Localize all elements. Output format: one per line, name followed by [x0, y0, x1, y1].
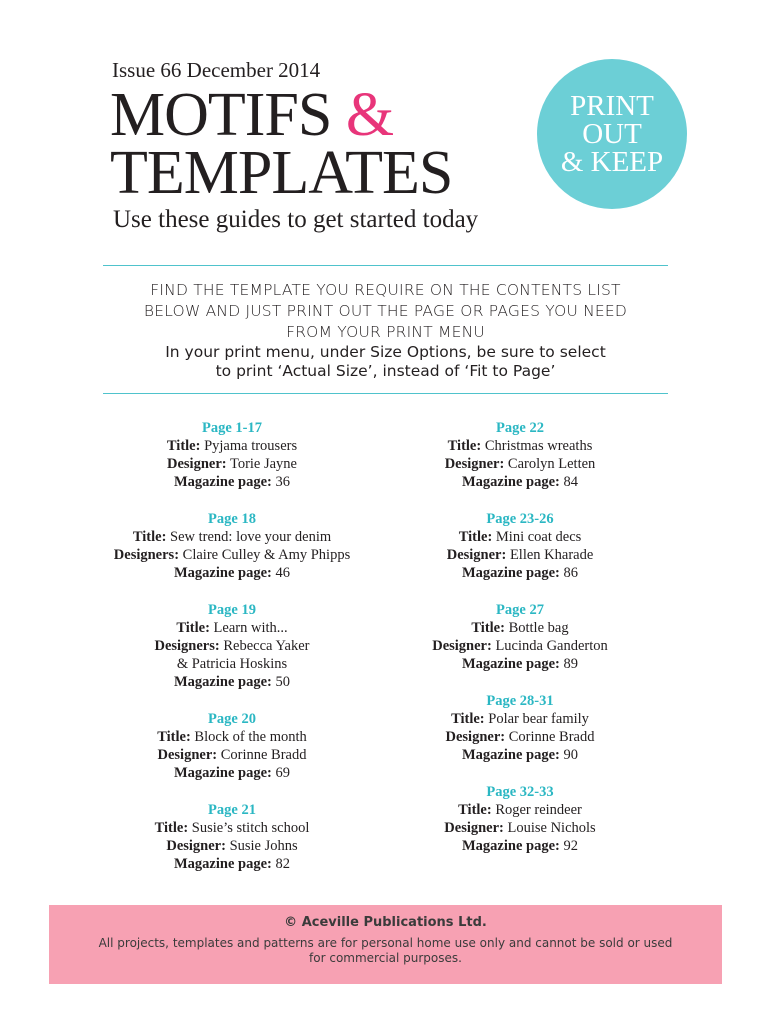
- title-motifs: MOTIFS: [110, 81, 332, 149]
- entry-designer-label: Designer:: [157, 747, 218, 763]
- subtitle: Use these guides to get started today: [113, 206, 479, 233]
- entry-title-value: Roger reindeer: [495, 802, 582, 818]
- entry-page-range: Page 32-33: [486, 784, 554, 800]
- entry-designer: [360, 637, 680, 655]
- entry-designer-value: Rebecca Yaker: [223, 638, 310, 654]
- entry-title-value: Learn with...: [213, 620, 288, 636]
- entry-page-range: Page 23-26: [486, 511, 554, 527]
- entry-title-value: Bottle bag: [508, 620, 569, 636]
- entry-magazine-page-label: Magazine page:: [462, 565, 560, 581]
- intro-caps-line-1: FIND THE TEMPLATE YOU REQUIRE ON THE CONTENTS LIST: [150, 281, 621, 299]
- entry-designer: [72, 546, 392, 564]
- entry-magazine-page-label: Magazine page:: [462, 474, 560, 490]
- entry-page-range: Page 28-31: [486, 693, 554, 709]
- entry-designer: [72, 637, 392, 655]
- entry-page-range: Page 1-17: [202, 420, 262, 436]
- entry-magazine-page-value: 86: [563, 565, 578, 581]
- entry-designer-value: Corinne Bradd: [220, 747, 307, 763]
- entry-title-value: Pyjama trousers: [204, 438, 298, 454]
- entry-magazine-page: [72, 564, 392, 582]
- entry-title-value: Christmas wreaths: [484, 438, 593, 454]
- entry-title: [72, 619, 392, 637]
- entry-title-label: Title:: [451, 711, 485, 727]
- entry-designer-label: Designer:: [167, 456, 227, 472]
- entry-magazine-page-label: Magazine page:: [174, 674, 272, 690]
- contents-entry: [72, 510, 392, 582]
- entry-designer-label: Designer:: [432, 638, 492, 654]
- divider-top: [103, 265, 668, 266]
- contents-entry: [360, 510, 680, 582]
- entry-page-range: Page 22: [496, 420, 544, 436]
- entry-title-label: Title:: [458, 802, 492, 818]
- entry-title-label: Title:: [154, 820, 189, 836]
- page-title: [110, 81, 453, 207]
- entry-designer: [360, 728, 680, 746]
- entry-title: [360, 710, 680, 728]
- issue-line: Issue 66 December 2014: [112, 58, 321, 82]
- badge-line-1: PRINT: [570, 90, 654, 122]
- title-ampersand: &: [345, 81, 394, 149]
- entry-designer: [360, 546, 680, 564]
- entry-magazine-page-value: 92: [563, 838, 578, 854]
- entry-title-value: Mini coat decs: [495, 529, 582, 545]
- entry-title: [72, 437, 392, 455]
- entry-magazine-page: [360, 837, 680, 855]
- contents-entry: [360, 419, 680, 491]
- entry-designer-label: Designers:: [154, 638, 220, 654]
- entry-magazine-page-value: 69: [275, 765, 290, 781]
- entry-designer: [72, 455, 392, 473]
- entry-magazine-page-value: 50: [275, 674, 290, 690]
- entry-magazine-page: [360, 564, 680, 582]
- entry-title: [360, 528, 680, 546]
- entry-magazine-page-label: Magazine page:: [462, 838, 560, 854]
- badge-line-2: OUT: [582, 118, 642, 150]
- entry-magazine-page: [360, 746, 680, 764]
- entry-title-label: Title:: [157, 729, 191, 745]
- entry-page-range: Page 20: [208, 711, 256, 727]
- usage-notice-text: All projects, templates and patterns are for personal home use only and cannot be sold or used for commercial purposes.: [98, 936, 673, 965]
- entry-magazine-page-label: Magazine page:: [174, 856, 272, 872]
- entry-page-range: Page 27: [496, 602, 544, 618]
- entry-title-label: Title:: [471, 620, 505, 636]
- entry-designer-value: Lucinda Ganderton: [495, 638, 608, 654]
- entry-title-label: Title:: [447, 438, 482, 454]
- entry-designer-value: Corinne Bradd: [508, 729, 595, 745]
- entry-designer: [72, 746, 392, 764]
- entry-magazine-page-label: Magazine page:: [174, 565, 272, 581]
- entry-magazine-page: [72, 673, 392, 691]
- entry-designer-label: Designer:: [166, 838, 226, 854]
- contents-left-column: [72, 419, 392, 892]
- entry-page-range: Page 21: [208, 802, 256, 818]
- entry-page-range: Page 19: [208, 602, 256, 618]
- entry-designer-label: Designer:: [445, 729, 506, 745]
- entry-designer-value: Torie Jayne: [229, 456, 297, 472]
- entry-magazine-page: [360, 655, 680, 673]
- contents-right-column: [360, 419, 680, 874]
- entry-title: [72, 819, 392, 837]
- contents-entry: [360, 692, 680, 764]
- entry-designer: [72, 837, 392, 855]
- entry-designer: [360, 819, 680, 837]
- contents-entry: [72, 419, 392, 491]
- entry-title: [360, 801, 680, 819]
- entry-title-value: Sew trend: love your denim: [170, 529, 332, 545]
- entry-designer: [360, 455, 680, 473]
- intro-sub-line-2: to print ‘Actual Size’, instead of ‘Fit to Page’: [215, 362, 556, 380]
- entry-magazine-page: [72, 473, 392, 491]
- entry-designer-label: Designers:: [113, 547, 180, 563]
- entry-designer-value: Ellen Kharade: [509, 547, 594, 563]
- contents-entry: [72, 801, 392, 873]
- entry-designer-value: Claire Culley & Amy Phipps: [182, 547, 351, 563]
- entry-magazine-page-label: Magazine page:: [174, 765, 272, 781]
- entry-magazine-page-value: 46: [275, 565, 290, 581]
- entry-magazine-page-label: Magazine page:: [174, 474, 272, 490]
- entry-title-label: Title:: [176, 620, 210, 636]
- title-line-1: [110, 81, 452, 149]
- contents-entry: [72, 601, 392, 691]
- entry-designer-label: Designer:: [444, 820, 504, 836]
- entry-magazine-page-label: Magazine page:: [462, 747, 560, 763]
- divider-bottom: [103, 393, 668, 394]
- intro-instructions: [103, 280, 668, 381]
- entry-magazine-page: [72, 855, 392, 873]
- entry-magazine-page-value: 36: [275, 474, 290, 490]
- entry-title-label: Title:: [458, 529, 493, 545]
- entry-designer-label: Designer:: [444, 456, 505, 472]
- entry-title: [360, 619, 680, 637]
- entry-designer-value: Louise Nichols: [507, 820, 596, 836]
- entry-title: [360, 437, 680, 455]
- footer-notice: [49, 905, 722, 984]
- entry-magazine-page: [360, 473, 680, 491]
- entry-designer-value: Carolyn Letten: [507, 456, 596, 472]
- entry-title: [72, 728, 392, 746]
- entry-magazine-page-value: 84: [563, 474, 578, 490]
- entry-title-label: Title:: [132, 529, 167, 545]
- contents-entry: [72, 710, 392, 782]
- entry-designer-continued-value: & Patricia Hoskins: [176, 656, 288, 672]
- entry-magazine-page-label: Magazine page:: [462, 656, 560, 672]
- intro-caps-line-2: BELOW AND JUST PRINT OUT THE PAGE OR PAGES YOU NEED: [143, 302, 628, 320]
- title-templates: TEMPLATES: [110, 139, 453, 207]
- entry-magazine-page-value: 82: [275, 856, 290, 872]
- contents-entry: [360, 601, 680, 673]
- entry-magazine-page-value: 89: [563, 656, 578, 672]
- entry-designer-label: Designer:: [446, 547, 507, 563]
- badge-line-3: & KEEP: [560, 146, 664, 178]
- entry-title: [72, 528, 392, 546]
- entry-magazine-page-value: 90: [563, 747, 578, 763]
- print-keep-badge: [537, 59, 687, 209]
- entry-title-label: Title:: [166, 438, 201, 454]
- contents-entry: [360, 783, 680, 855]
- entry-title-value: Block of the month: [194, 729, 307, 745]
- intro-caps-line-3: FROM YOUR PRINT MENU: [286, 323, 485, 341]
- entry-title-value: Susie’s stitch school: [191, 820, 310, 836]
- entry-designer-value: Susie Johns: [229, 838, 298, 854]
- entry-designer-continued: [72, 655, 392, 673]
- intro-sub-line-1: In your print menu, under Size Options, be sure to select: [165, 343, 606, 361]
- entry-title-value: Polar bear family: [488, 711, 589, 727]
- entry-page-range: Page 18: [208, 511, 256, 527]
- entry-magazine-page: [72, 764, 392, 782]
- copyright-text: © Aceville Publications Ltd.: [284, 915, 487, 930]
